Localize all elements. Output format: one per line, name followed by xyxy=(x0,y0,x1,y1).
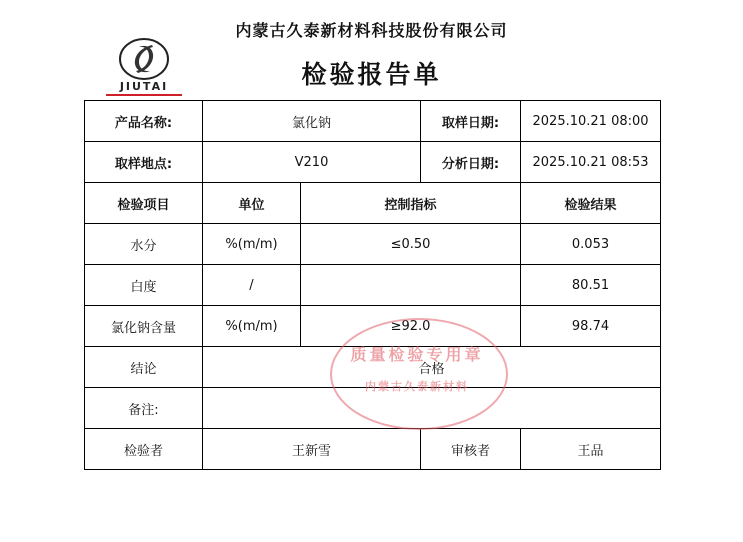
report-table-body xyxy=(85,101,661,470)
remark-label: 备注: xyxy=(85,388,203,429)
analysis-date-value: 2025.10.21 08:53 xyxy=(521,142,661,183)
sampling-date-label: 取样日期: xyxy=(421,101,521,142)
logo-underline xyxy=(106,94,182,96)
remark-value xyxy=(203,388,661,429)
item-nacl-content-spec: ≥92.0 xyxy=(301,306,521,347)
sampling-date-value: 2025.10.21 08:00 xyxy=(521,101,661,142)
item-moisture-unit: %(m/m) xyxy=(203,224,301,265)
table-row xyxy=(85,224,661,265)
item-whiteness-unit: / xyxy=(203,265,301,306)
item-moisture-result: 0.053 xyxy=(521,224,661,265)
stamp-top-text: 质量检验专用章 xyxy=(350,345,484,364)
table-row xyxy=(85,347,661,388)
column-header-item: 检验项目 xyxy=(85,183,203,224)
column-header-spec: 控制指标 xyxy=(301,183,521,224)
page-title: 检验报告单 xyxy=(301,60,442,89)
analysis-date-label: 分析日期: xyxy=(421,142,521,183)
table-row xyxy=(85,265,661,306)
table-header-row xyxy=(85,183,661,224)
table-row xyxy=(85,429,661,470)
inspector-label: 检验者 xyxy=(85,429,203,470)
column-header-result: 检验结果 xyxy=(521,183,661,224)
table-row xyxy=(85,101,661,142)
sampling-location-label: 取样地点: xyxy=(85,142,203,183)
item-moisture-spec: ≤0.50 xyxy=(301,224,521,265)
conclusion-label: 结论 xyxy=(85,347,203,388)
column-header-unit: 单位 xyxy=(203,183,301,224)
item-moisture-name: 水分 xyxy=(85,224,203,265)
table-row xyxy=(85,306,661,347)
table-row xyxy=(85,142,661,183)
item-whiteness-spec xyxy=(301,265,521,306)
product-name-value: 氯化钠 xyxy=(203,101,421,142)
item-whiteness-result: 80.51 xyxy=(521,265,661,306)
conclusion-value: 合格 xyxy=(203,347,661,388)
reviewer-value: 王品 xyxy=(521,429,661,470)
inspection-report-table xyxy=(84,100,661,470)
reviewer-label: 审核者 xyxy=(421,429,521,470)
item-nacl-content-name: 氯化钠含量 xyxy=(85,306,203,347)
product-name-label: 产品名称: xyxy=(85,101,203,142)
item-nacl-content-result: 98.74 xyxy=(521,306,661,347)
item-nacl-content-unit: %(m/m) xyxy=(203,306,301,347)
table-row xyxy=(85,388,661,429)
logo-wordmark: JIUTAI xyxy=(119,80,169,93)
item-whiteness-name: 白度 xyxy=(85,265,203,306)
sampling-location-value: V210 xyxy=(203,142,421,183)
inspector-value: 王新雪 xyxy=(203,429,421,470)
company-name: 内蒙古久泰新材料科技股份有限公司 xyxy=(235,21,508,40)
stamp-bottom-text: 内蒙古久泰新材料 xyxy=(365,380,469,393)
